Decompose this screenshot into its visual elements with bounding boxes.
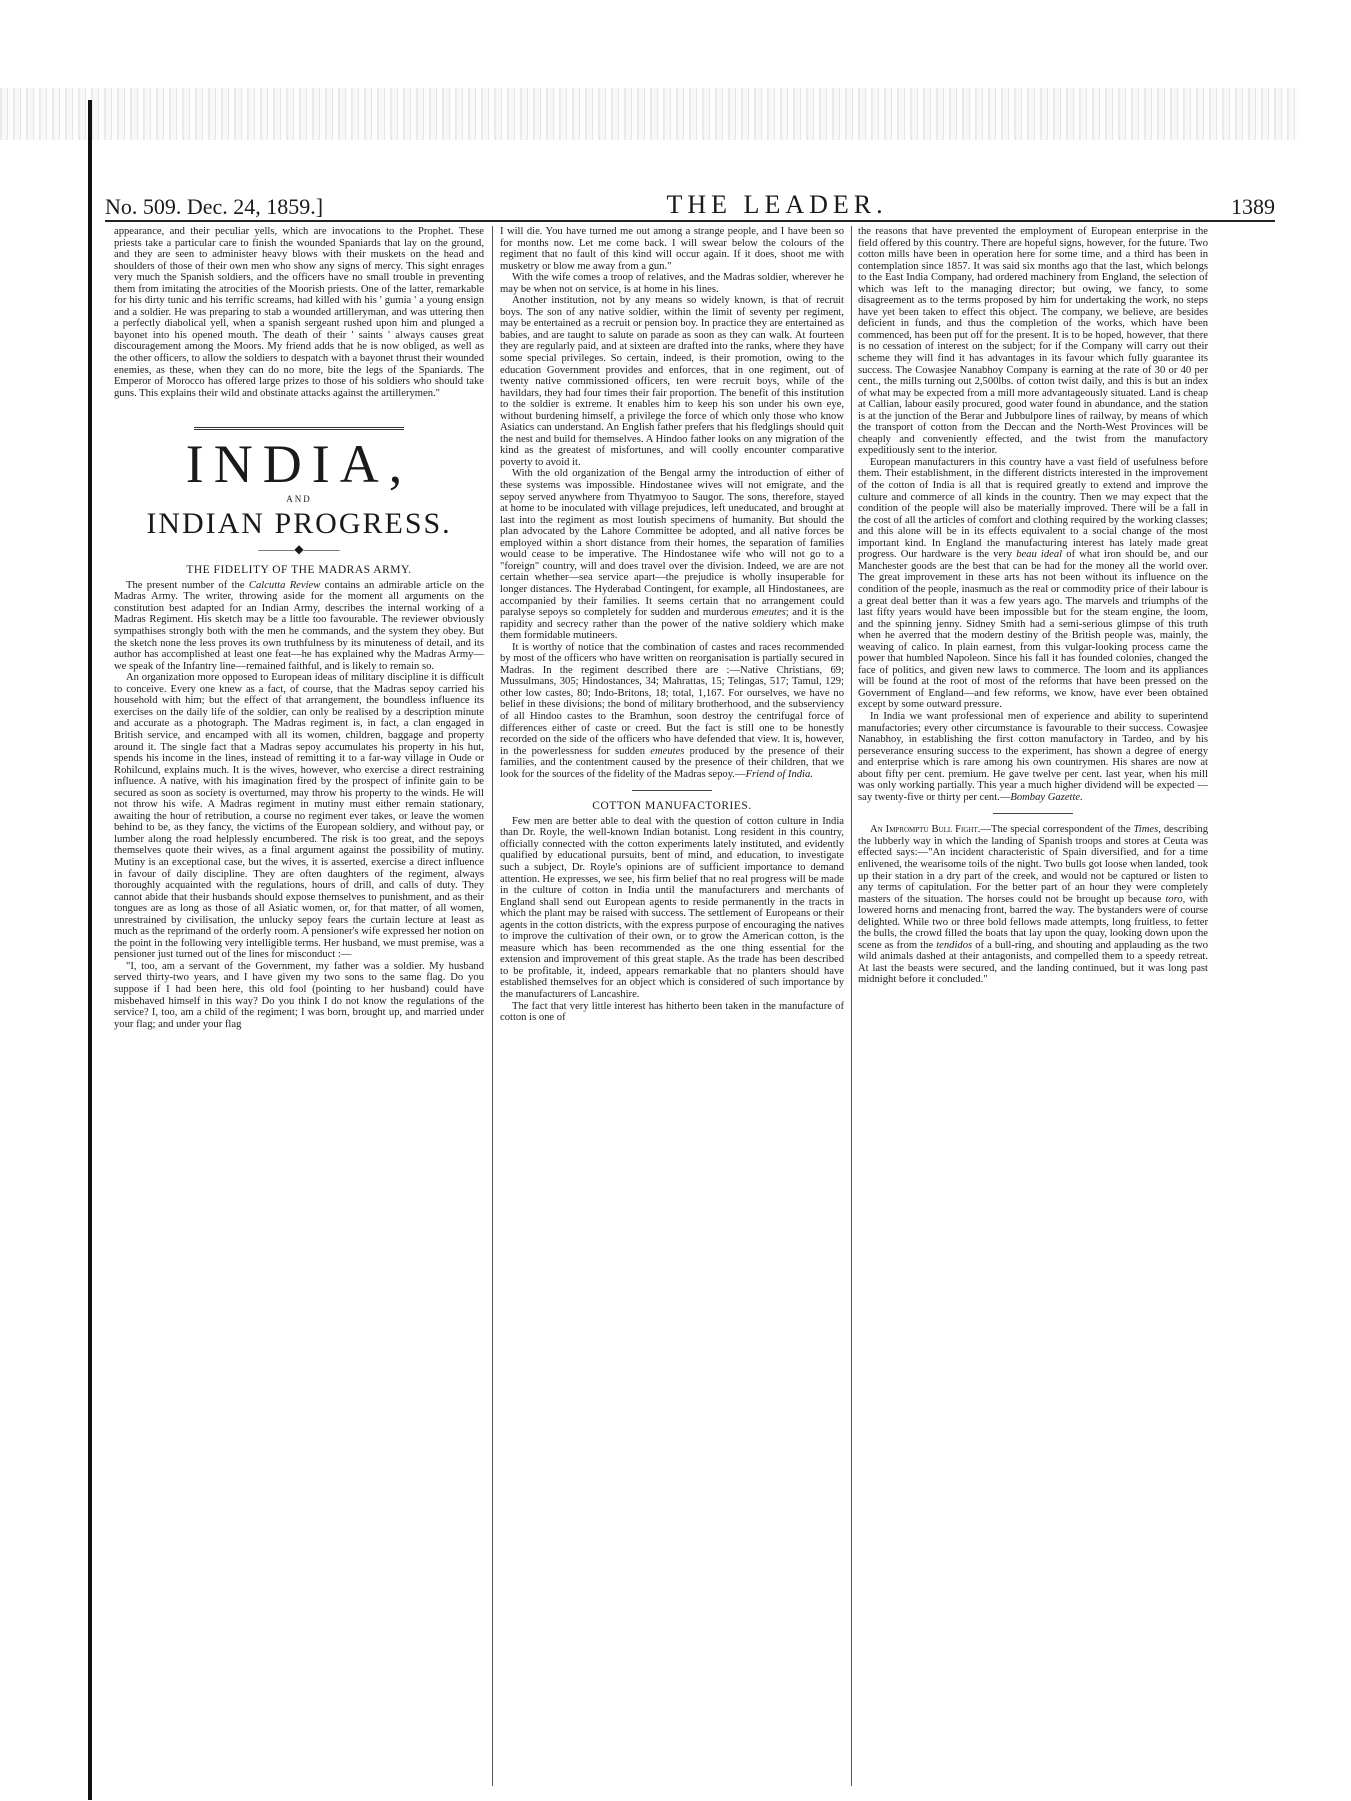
- italic-word: emeutes: [650, 745, 685, 757]
- text-run: , with lowered horns and menacing front, barred the way. The bystanders were of course delighted. While two or three bold fellows made attempts, long fruitless, to fetter the bulls, the crowd filled the boats that lay upon the quay, looking down upon the scene as from the: [858, 893, 1208, 951]
- moors-article-end: appearance, and their peculiar yells, which are invocations to the Prophet. These priests take a particular care to finish the wounded Spaniards that lay on the ground, and they are seen to administer heavy blows with their muskets on the head and shoulders of those of their own men who show any signs of mercy. This sight enrages very much the Spanish soldiers, and the officers have no small trouble in preventing them from imitating the atrocities of the Moorish priests. One of the latter, remarkable for his dirty tunic and his terrific screams, had killed with his ' gumia ' a young ensign and a soldier. He was preparing to stab a wounded artilleryman, and was uttering then a perfectly diabolical yell, when a spanish sergeant rushed upon him and plunged a bayonet into his opened mouth. The death of their ' saints ' always causes great discouragement among the Moors. My friend adds that he is now obliged, as well as the other officers, to allow the soldiers to despatch with a bayonet thrust their wounded enemies, as these, when they can do no more, bite the legs of the Spaniards. The Emperor of Morocco has offered large prizes to those of his soldiers who should take guns. This explains their wild and obstinate attacks against the artillerymen.": [114, 226, 484, 399]
- issue-date: No. 509. Dec. 24, 1859.]: [105, 194, 324, 219]
- text-run: In India we want professional men of experience and ability to superintend manufactories; every other circumstance is favourable to their success. Cowasjee Nanabhoy, in establishing the first cotton manufactory in Tardeo, and by his perseverance ensuring success to the experiment, has shown a degree of energy and enterprise which is rare among his own countrymen. His shares are now at about fifty per cent. premium. He gave twelve per cent. last year, when his mill was only working partially. This year a much higher dividend will be expected —say twenty-five or thirty per cent.—: [858, 710, 1208, 803]
- article-divider: [632, 790, 712, 791]
- paragraph-continued: the reasons that have prevented the employment of European enterprise in the field offered by this country. There are hopeful signs, however, for the future. Two cotton mills have been in operation here for some time, and a third has been in contemplation since 1857. It was said six months ago that the last, which belongs to the East India Company, had ordered machinery from England, the selection of which was left to the managing director; but owing, we fancy, to some disagreement as to the terms proposed by him for undertaking the work, no steps have yet been taken to effect this object. The company, we believe, are besides deficient in funds, and thus the completion of the works, which have been commenced, has been put off for the present. It is to be hoped, however, that there is no cessation of interest on the subject; for if the Company will carry out their scheme they will find it has advantages in its favour which fully guarantee its success. The Cowasjee Nanabhoy Company is earning at the rate of 30 or 40 per cent., the mills turning out 2,500lbs. of cotton twist daily, and this is but an index of what may be expected from a mill more advantageously situated. Land is cheap at Callian, labour easily procured, good water found in abundance, and the station is at the junction of the Berar and Jubbulpore lines of railway, by means of which the transport of cotton from the Deccan and the North-West Provinces will be cheaply and conveniently effected, and the twist from the manufactory expeditiously sent to the interior.: [858, 226, 1208, 457]
- column-divider: [492, 226, 493, 1786]
- paragraph: [500, 468, 844, 641]
- italic-word: tendidos: [936, 939, 973, 951]
- paragraph: The fact that very little interest has hitherto been taken in the manufacture of cotton is one of: [500, 1000, 844, 1024]
- text-run: of what iron should be, and our Manchester goods are the best that can be had for the money all the world over. The great improvement in these arts has not been without its influence on the condition of the people, inasmuch as the real or commodity price of their labour is a great deal better than it was a few years ago. The marvels and triumphs of the last fifty years would have been impossible but for the steam engine, the loom, and the spinning jenny. Sidney Smith had a semi-serious glimpse of this truth when he averred that the modern destiny of the British people was, mainly, the weaving of calico. In plain earnest, from this vulgar-looking process came the power that humbled Napoleon. Since his fall it has founded colonies, changed the face of politics, and given new laws to commerce. The loom and its appliances will be found at the root of most of the reforms that have been pressed on the Government of England—and few reforms, we know, have ever been obtained except by some outward pressure.: [858, 549, 1208, 711]
- italic-word: beau ideal: [1016, 549, 1063, 561]
- quote-paragraph: "I, too, am a servant of the Government, my father was a soldier. My husband served thirty-two years, and I have given my two sons to the same flag. Do you suppose if I had been here, this old fool (pointing to her husband) could have misbehaved himself in this way? Do you think I do not know the regulations of the service? I, too, am a child of the regiment; I was born, brought up, and married under your flag; and under your flag: [114, 960, 484, 1030]
- paragraph: [500, 642, 844, 781]
- text-run: of a bull-ring, and shouting and applauding as the two wild animals dashed at their antagonists, and compelled them to a speedy retreat. At last the beasts were secured, and the landing continued, but it was long past midnight before it concluded.": [858, 939, 1208, 986]
- section-title-indian-progress: INDIAN PROGRESS.: [146, 506, 452, 540]
- paragraph: With the wife comes a troop of relatives, and the Madras soldier, wherever he may be when not on service, is at home in his lines.: [500, 272, 844, 295]
- scan-artifact-band: [0, 88, 1300, 140]
- page-number: 1389: [1230, 194, 1275, 219]
- text-run: With the old organization of the Bengal army the introduction of either of these systems was impossible. Hindostanee wives will not emigrate, and the sepoy served anywhere from Thyatmyoo to Saugor. The sons, therefore, stayed at home to be inoculated with village prejudices, left uneducated, and brought at last into the regiment as most loutish specimens of humanity. But should the plan advocated by the Lahore Committee be adopted, and all native forces be employed within a short distance from their homes, the separation of families would cease to be imperative. The Hindostanee wife who will not go to a "foreign" country, will and does travel over the division. Indeed, we are are not certain whether—sea service apart—the prejudice is wholly insuperable for longer distances. The Hyderabad Contingent, for example, all Hindostanees, are accompanied by their families. It seems certain that no arrangement could paralyse sepoys so completely for sudden and murderous: [500, 468, 844, 619]
- text-run: produced by the presence of their families, and the contentment caused by the presence of their children, that we look for the sources of the fidelity of the Madras sepoy.—: [500, 745, 844, 780]
- column-divider: [851, 226, 852, 1786]
- run-in-headline: An Impromptu Bull Fight.: [870, 824, 981, 836]
- paragraph: Few men are better able to deal with the question of cotton culture in India than Dr. Royle, the well-known Indian botanist. Long resident in this country, officially connected with the cotton experiments lately instituted, and evidently qualified by educational pursuits, bent of mind, and education, to investigate such a subject, Dr. Royle's opinions are of sufficient importance to demand attention. He expresses, we see, his firm belief that no real progress will be made in the culture of cotton in India until the manufacturers and merchants of England shall send out European agents to reside permanently in the tracts in which the plant may be raised with success. The settlement of Europeans or their agents in the cotton districts, with the express purpose of encouraging the natives to improve the cultivation of their own, or to grow the American cotton, is the measure which has been recommended as the one thing essential for the extension and improvement of this great staple. As the trade has been described to be profitable, it, indeed, appears remarkable that no planters should have established themselves for an object which is considered of such importance by the manufacturers of Lancashire.: [500, 815, 844, 1000]
- binding-edge: [88, 100, 92, 1800]
- source-attribution: Friend of India.: [745, 768, 813, 780]
- column-1: [114, 226, 484, 1792]
- section-title-and: AND: [286, 494, 312, 505]
- text-run: , describing the lubberly way in which the landing of Spanish troops and stores at Ceuta was effected says:—"An incident characteristic of Spain diversified, and for a time enlivened, the wearisome toils of the night. Two bulls got loose when landed, took up their station in a dry part of the creek, and would not be captured or listen to any terms of capitulation. For the better part of an hour they were completely masters of the situation. The horses could not be brought up because: [858, 824, 1208, 905]
- paragraph-bull-fight: [858, 824, 1208, 986]
- newspaper-title: THE LEADER.: [666, 190, 888, 219]
- text-run: —The special correspondent of the: [980, 824, 1134, 836]
- ornament-divider: ———◆———: [258, 541, 340, 556]
- text-run: The present number of the: [126, 579, 249, 591]
- paragraph: Another institution, not by any means so widely known, is that of recruit boys. The son of any native soldier, within the limit of seventy per regiment, may be entertained as a recruit or pension boy. In practice they are entertained as babies, and are taught to salute on parade as soon as they can walk. At fourteen they are regularly paid, and at sixteen are drafted into the ranks, where they have some special privileges. So certain, indeed, is their promotion, owing to the education Government provides and enforces, that in one regiment, out of twenty native commissioned officers, ten were recruit boys, while of the havildars, they had four times their fair proportion. The benefit of this institution to the soldier is extreme. It enables him to keep his son under his own eye, without burdening himself, a privilege the force of which only those who know Asiatics can understand. An English father prefers that his fledglings should quit the nest and build for themselves. A Hindoo father looks on any migration of the kind as the greatest of misfortunes, and will coolly encounter comparative poverty to avoid it.: [500, 295, 844, 468]
- quote-continued: I will die. You have turned me out among a strange people, and I have been so for months now. Let me come back. I will swear below the colours of the regiment that no fault of this kind will occur again. If it does, shoot me with musketry or blow me away from a gun.": [500, 226, 844, 272]
- source-attribution: Bombay Gazette.: [1010, 791, 1083, 803]
- paragraph: [114, 580, 484, 672]
- text-run: European manufacturers in this country have a vast field of usefulness before them. Their establishment, in the different districts interested in the improvement of the cotton of India is all that is required greatly to extend and improve the culture and commerce of all kinds in the country. Then we may expect that the condition of the people will also be materially improved. There will be a fall in the cost of all the articles of comfort and clothing required by the working classes; and this alone will be in its effects equivalent to a social change of the most important kind. In England the manufacturing interest has lately made great progress. Our hardware is the very: [858, 456, 1208, 561]
- paragraph: An organization more opposed to European ideas of military discipline it is difficult to conceive. Every one knew as a fact, of course, that the Madras sepoy carried his household with him; but the effect of that arrangement, the boundless influence its exercises on the daily life of the soldier, can only be realised by a description minute and accurate as a photograph. The Madras regiment is, in fact, a clan engaged in British service, and encamped with all its women, children, baggage and property around it. The single fact that a Madras sepoy accumulates his property in his hut, spends his income in the lines, instead of remitting it to a far-way village in Oude or Rohilcund, explains much. It is the wives, however, who exercise a direct restraining influence. A native, with his imagination fired by the prospect of infinite gain to be secured as soon as society is overturned, may throw his property to the winds. He will not throw his wife. A Madras regiment in mutiny must either remain stationary, awaiting the hour of retribution, a course no regiment ever takes, or leave the women behind to be, as they fancy, the victims of the European soldiery, and without pay, or lumber along the road helplessly encumbered. The risk is too great, and the sepoys themselves quote their wives, as a final argument against the possibility of mutiny. Mutiny is an exceptional case, but the wives, it is asserted, exercise a direct influence in favour of daily discipline. They are often daughters of the regiment, always thoroughly acquainted with the regulations, hours of drill, and calls of duty. They cannot abide that their husbands should expose themselves to punishment, and as their tongues are as long as those of all Asiatic women, or, for that matter, of all women, unrestrained by civilisation, the unlucky sepoy fears the curtain lecture at least as much as the reprimand of the orderly room. A pensioner's wife expressed her notion on the point in the following very intelligible terms. Her husband, we must premise, was a pensioner just turned out of the lines for misconduct :—: [114, 672, 484, 961]
- text-run: It is worthy of notice that the combination of castes and races recommended by most of the officers who have written on reorganisation is partially secured in Madras. In the regiment described there are :—Native Christians, 69; Mussulmans, 305; Hindostances, 34; Mahrattas, 15; Telingas, 517; Tamul, 129; other low castes, 80; Indo-Britons, 18; total, 1,167. For ourselves, we have no belief in these divisions; the bond of military brotherhood, and the subserviency of all Hindoo castes to the Bramhun, soon destroy the centrifugal force of differences either of caste or creed. But the fact is still one to be honestly recorded on the side of the officers who have defended that view. It is, however, in the powerlessness for sudden: [500, 641, 844, 757]
- section-rule: [194, 427, 404, 430]
- italic-word: emeutes: [751, 607, 786, 619]
- text-run: contains an admirable article on the Madras Army. The writer, throwing aside for the moment all arguments on the constitution best adapted for an Indian Army, describes the internal working of a Madras Regiment. His sketch may be a little too favourable. The reviewer obviously sympathises strongly both with the men he commands, and the system they obey. But the sketch none the less proves its own truthfulness by its minuteness of detail, and its author has accomplished at least one feat—he has explained why the Madras Army—we speak of the Infantry line—remained faithful, and is likely to remain so.: [114, 579, 484, 672]
- column-2: [500, 226, 844, 1792]
- page-header: [105, 186, 1275, 222]
- publication-name: Times: [1133, 824, 1159, 836]
- headline-madras-army: THE FIDELITY OF THE MADRAS ARMY.: [186, 564, 412, 577]
- text-run: ; and it is the rapidity and secrecy rather than the power of the native soldiery which make them formidable mutineers.: [500, 607, 844, 642]
- paragraph: [858, 711, 1208, 803]
- article-divider: [993, 813, 1073, 814]
- section-title-india: INDIA,: [185, 434, 413, 495]
- column-3: [858, 226, 1208, 1792]
- publication-name: Calcutta Review: [248, 579, 321, 591]
- italic-word: toro: [1165, 893, 1183, 905]
- headline-cotton-manufactories: COTTON MANUFACTORIES.: [592, 800, 752, 813]
- paragraph: [858, 457, 1208, 711]
